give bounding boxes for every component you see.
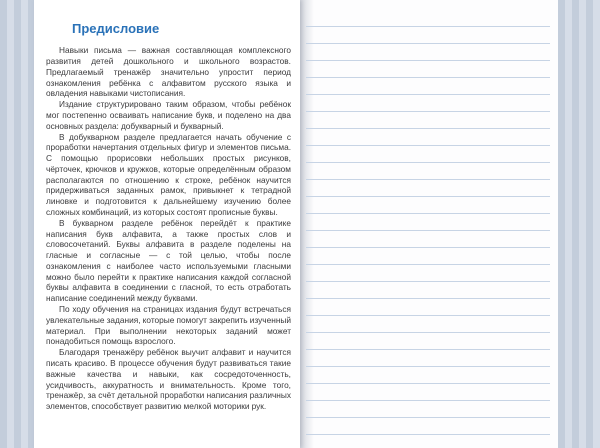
preface-text-block xyxy=(46,45,291,412)
preface-paragraph: Издание структурировано таким образом, чтобы ребёнок мог постепенно осваивать написание букв, и поделено на два основных раздела: добукварный и букварный. xyxy=(46,99,291,131)
preface-paragraph: Благодаря тренажёру ребёнок выучит алфавит и научится писать красиво. В процессе обучения будут развиваться такие важные качества и навыки, как сосредоточенность, усидчивость, аккуратность и внимательность. Кроме того, тренажёр, за счёт детальной проработки написания различных элементов, способствует развитию мелкой моторики рук. xyxy=(46,347,291,412)
right-page xyxy=(300,0,558,448)
page-title: Предисловие xyxy=(72,21,160,36)
right-stripe-decoration xyxy=(558,0,600,448)
ruled-writing-lines xyxy=(306,10,550,440)
preface-paragraph: Навыки письма — важная составляющая комплексного развития детей дошкольного и школьного возрастов. Предлагаемый тренажёр значительно упростит период ознакомления ребёнка с алфавитом русского языка и овладения навыками чистописания. xyxy=(46,45,291,99)
left-page xyxy=(34,0,300,448)
preface-paragraph: В букварном разделе ребёнок перейдёт к практике написания букв алфавита, а также простых слов и словосочетаний. Буквы алфавита в разделе поделены на гласные и согласные — с той целью, чтобы после ознакомления с наиболее часто используемыми гласными можно было перейти к практике написания каждой согласной буквы алфавита в соединении с гласной, то есть отработать написание соединений между буквами. xyxy=(46,217,291,304)
preface-paragraph: В добукварном разделе предлагается начать обучение с проработки начертания отдельных фигур и элементов письма. С помощью прорисовки небольших простых рисунков, чёрточек, крючков и кружков, которые определённым образом располагаются по отношению к строке, ребёнок научится придерживаться заданных рамок, привыкнет к тетрадной линовке и подготовится к дальнейшему изучению более сложных комбинаций, из которых состоят прописные буквы. xyxy=(46,131,291,218)
preface-paragraph: По ходу обучения на страницах издания будут встречаться увлекательные задания, которые помогут закрепить изученный материал. При выполнении некоторых заданий может понадобиться помощь взрослого. xyxy=(46,304,291,347)
